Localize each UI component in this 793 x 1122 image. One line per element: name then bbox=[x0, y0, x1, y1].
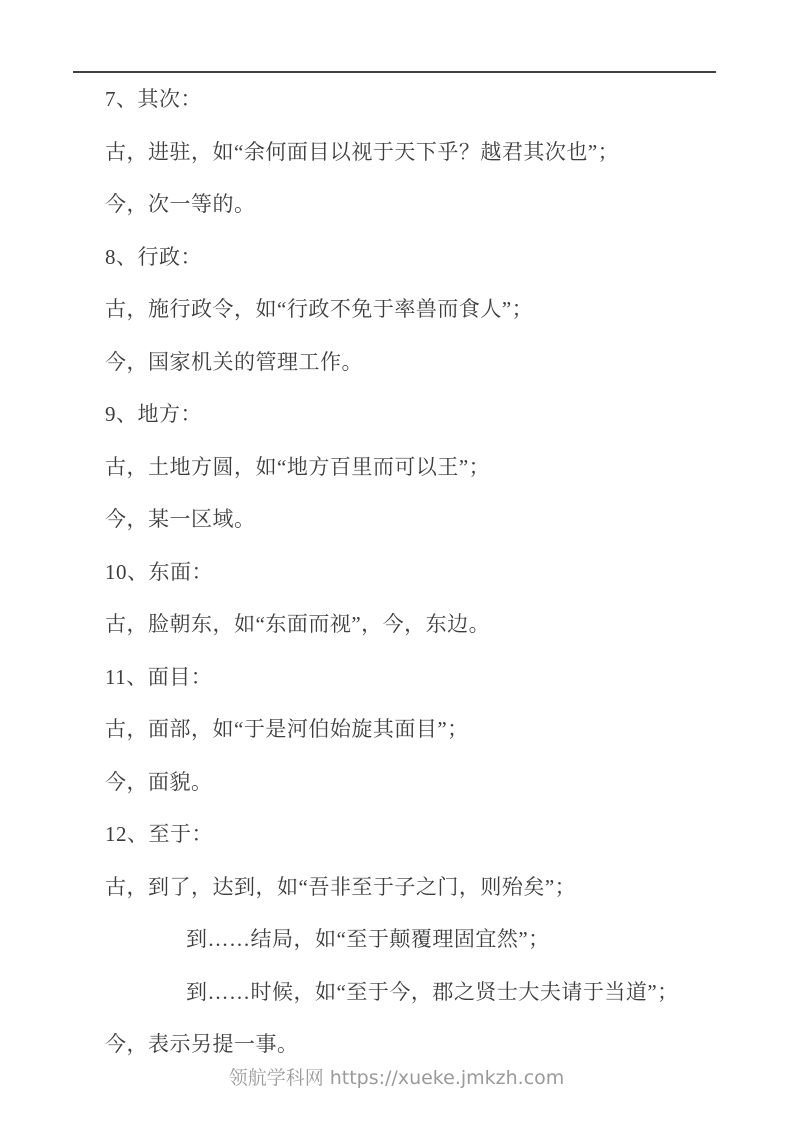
entry-9-modern-meaning: 今，某一区域。 bbox=[105, 507, 256, 532]
entry-8-heading: 8、行政： bbox=[105, 244, 202, 269]
entry-11-modern-meaning: 今，面貌。 bbox=[105, 769, 213, 794]
watermark-site-name: 领航学科网 bbox=[228, 1067, 324, 1089]
entry-11-heading: 11、面目： bbox=[105, 664, 213, 689]
page-footer-watermark bbox=[0, 1063, 793, 1090]
entry-12-ancient-meaning-sub-2: 到……时候，如“至于今，郡之贤士大夫请于当道”； bbox=[186, 979, 679, 1004]
entry-12-heading: 12、至于： bbox=[105, 822, 213, 847]
entry-7-modern-meaning: 今，次一等的。 bbox=[105, 192, 256, 217]
entry-11-ancient-meaning: 古，面部，如“于是河伯始旋其面目”； bbox=[105, 717, 469, 742]
entry-9-ancient-meaning: 古，土地方圆，如“地方百里而可以王”； bbox=[105, 454, 491, 479]
watermark-url: https://xueke.jmkzh.com bbox=[329, 1067, 565, 1089]
document-content bbox=[105, 72, 738, 1070]
entry-10-ancient-modern-meaning: 古，脸朝东，如“东面而视”，今，东边。 bbox=[105, 612, 491, 637]
entry-7-heading: 7、其次： bbox=[105, 87, 202, 112]
entry-12-modern-meaning: 今，表示另提一事。 bbox=[105, 1032, 299, 1057]
entry-12-ancient-meaning: 古，到了，达到，如“吾非至于子之门，则殆矣”； bbox=[105, 874, 577, 899]
entry-8-ancient-meaning: 古，施行政令，如“行政不免于率兽而食人”； bbox=[105, 297, 534, 322]
entry-7-ancient-meaning: 古，进驻，如“余何面目以视于天下乎？越君其次也”； bbox=[105, 139, 620, 164]
entry-8-modern-meaning: 今，国家机关的管理工作。 bbox=[105, 349, 363, 374]
entry-12-ancient-meaning-sub-1: 到……结局，如“至于颠覆理固宜然”； bbox=[186, 927, 550, 952]
entry-10-heading: 10、东面： bbox=[105, 559, 213, 584]
entry-9-heading: 9、地方： bbox=[105, 402, 202, 427]
